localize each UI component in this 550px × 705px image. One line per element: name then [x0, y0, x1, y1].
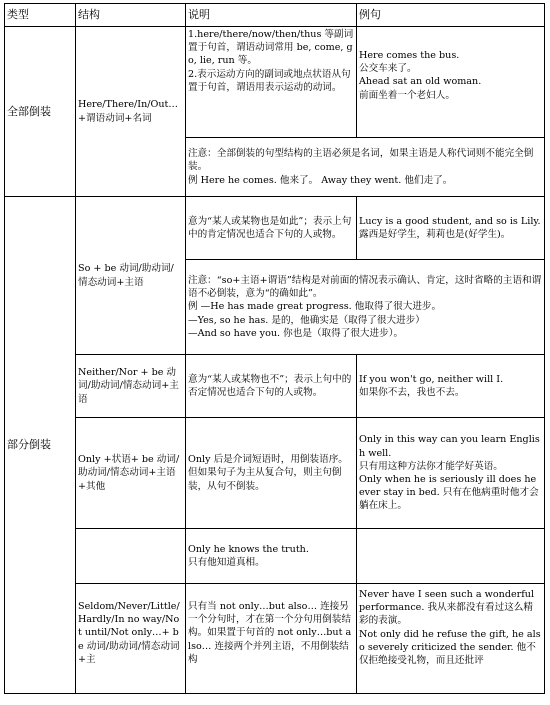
header-type: 类型	[5, 4, 76, 27]
grammar-table	[4, 3, 545, 694]
example-empty	[357, 529, 545, 584]
explanation-so: 意为“某人或某物也是如此”；表示上句中的肯定情况也适合下句的人或物。	[186, 197, 357, 260]
explanation-seldom: 只有当 not only…but also… 连接另一个分句时，才在第一个分句用倒装结构。如果置于句首的 not only…but also… 连接两个并列主语，不用倒装结构	[186, 584, 357, 694]
table-row	[5, 418, 545, 529]
explanation-neither: 意为“某人或某物也不”；表示上句中的否定情况也适合下句的人或物。	[186, 355, 357, 418]
structure-here-there: Here/There/In/Out…+谓语动词+名词	[76, 27, 186, 197]
table-row	[5, 197, 545, 260]
category-full-inversion: 全部倒装	[5, 27, 76, 197]
explanation-here-there: 1.here/there/now/then/thus 等副词置于句首，谓语动词常用 be, come, go, lie, run 等。 2.表示运动方向的副词或地点状语从句置于句首，谓语用表示运动的动词。	[186, 27, 357, 138]
header-explanation: 说明	[186, 4, 357, 27]
explanation-only: Only 后是介词短语时，用倒装语序。但如果句子为主从复合句，则主句倒装，从句不倒装。	[186, 418, 357, 529]
header-example: 例句	[357, 4, 545, 27]
category-partial-inversion: 部分倒装	[5, 197, 76, 694]
example-here-there: Here comes the bus. 公交车来了。 Ahead sat an old woman. 前面坐着一个老妇人。	[357, 27, 545, 138]
example-only: Only in this way can you learn English well. 只有用这种方法你才能学好英语。 Only when he is seriously ill does he ever stay in bed. 只有在他病重时他才会躺在床上。	[357, 418, 545, 529]
example-so: Lucy is a good student, and so is Lily. 露西是好学生，莉莉也是(好学生)。	[357, 197, 545, 260]
note-only: Only he knows the truth. 只有他知道真相。	[186, 529, 357, 584]
example-neither: If you won't go, neither will I. 如果你不去，我也不去。	[357, 355, 545, 418]
table-row	[5, 355, 545, 418]
header-structure: 结构	[76, 4, 186, 27]
table-header-row	[5, 4, 545, 27]
note-so: 注意：“so+主语+谓语”结构是对前面的情况表示确认、肯定，这时省略的主语和谓语不必倒装，意为“的确如此”。 例 —He has made great progress. 他取得了很大进步。 —Yes, so he has. 是的，他确实是（取得了很大进步） —And so have you. 你也是（取得了很大进步）。	[186, 260, 545, 355]
structure-seldom: Seldom/Never/Little/Hardly/In no way/Not until/Not only…+ be 动词/助动词/情态动词+主	[76, 584, 186, 694]
note-full-inversion: 注意：全部倒装的句型结构的主语必须是名词，如果主语是人称代词则不能完全倒装。 例 Here he comes. 他来了。 Away they went. 他们走了。	[186, 138, 545, 197]
table-row	[5, 27, 545, 138]
example-seldom: Never have I seen such a wonderful performance. 我从来都没有看过这么精彩的表演。 Not only did he refuse the gift, he also severely criticized the sender. 他不仅拒绝接受礼物，而且还批评	[357, 584, 545, 694]
structure-only: Only +状语+ be 动词/助动词/情态动词+主语+其他	[76, 418, 186, 529]
structure-empty	[76, 529, 186, 584]
structure-so: So + be 动词/助动词/情态动词+主语	[76, 197, 186, 355]
table-row	[5, 529, 545, 584]
structure-neither: Neither/Nor + be 动词/助动词/情态动词+主语	[76, 355, 186, 418]
